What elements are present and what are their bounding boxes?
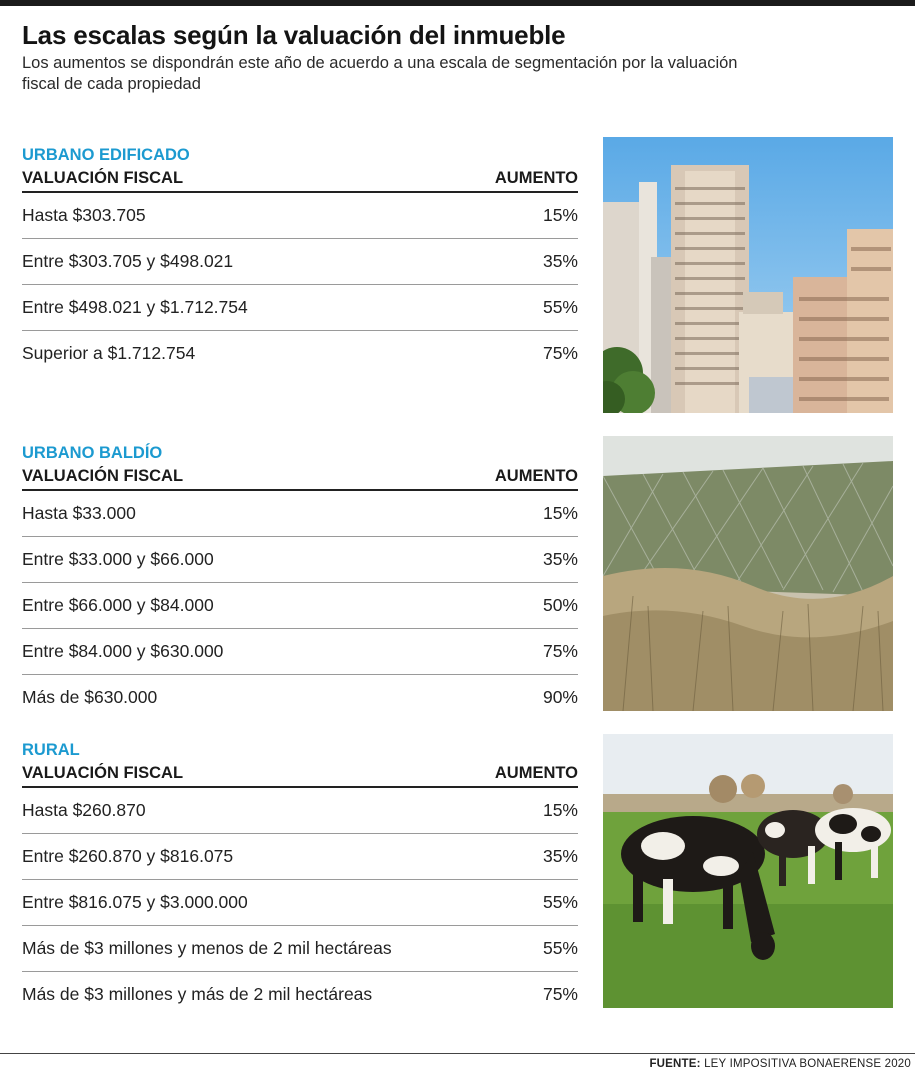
table-row bbox=[22, 926, 578, 972]
table-row bbox=[22, 629, 578, 675]
valuation-range: Entre $260.870 y $816.075 bbox=[22, 846, 234, 866]
increase-value: 35% bbox=[542, 251, 578, 271]
section-urbano-baldio bbox=[22, 443, 578, 720]
page-title: Las escalas según la valuación del inmueble bbox=[22, 20, 566, 50]
table-row bbox=[22, 834, 578, 880]
footer-rule bbox=[0, 1053, 915, 1054]
photo-vacant-lot bbox=[603, 436, 893, 711]
increase-value: 50% bbox=[542, 595, 578, 615]
page-subtitle: Los aumentos se dispondrán este año de acuerdo a una escala de segmentación por la valuación fiscal de cada propiedad bbox=[22, 54, 738, 93]
increase-value: 55% bbox=[542, 892, 578, 912]
increase-value: 55% bbox=[542, 938, 578, 958]
valuation-range: Entre $84.000 y $630.000 bbox=[22, 641, 224, 661]
table-row bbox=[22, 193, 578, 239]
table-row bbox=[22, 788, 578, 834]
column-header-increase: AUMENTO bbox=[494, 764, 578, 782]
valuation-range: Más de $3 millones y más de 2 mil hectáreas bbox=[22, 984, 373, 1004]
increase-value: 75% bbox=[542, 343, 578, 363]
table-row bbox=[22, 331, 578, 376]
table-row bbox=[22, 537, 578, 583]
source-text: LEY IMPOSITIVA BONAERENSE 2020 bbox=[704, 1058, 911, 1070]
valuation-range: Más de $3 millones y menos de 2 mil hectáreas bbox=[22, 938, 392, 958]
column-header-valuation: VALUACIÓN FISCAL bbox=[22, 169, 184, 187]
column-header-valuation: VALUACIÓN FISCAL bbox=[22, 764, 184, 782]
valuation-range: Más de $630.000 bbox=[22, 687, 158, 707]
increase-value: 35% bbox=[542, 846, 578, 866]
section-title: URBANO EDIFICADO bbox=[22, 146, 190, 164]
table-row bbox=[22, 972, 578, 1017]
table-row bbox=[22, 285, 578, 331]
table-row bbox=[22, 239, 578, 285]
increase-value: 55% bbox=[542, 297, 578, 317]
increase-value: 35% bbox=[542, 549, 578, 569]
valuation-range: Superior a $1.712.754 bbox=[22, 343, 196, 363]
top-rule bbox=[0, 0, 915, 6]
valuation-range: Entre $498.021 y $1.712.754 bbox=[22, 297, 248, 317]
valuation-range: Entre $303.705 y $498.021 bbox=[22, 251, 234, 271]
increase-value: 15% bbox=[542, 503, 578, 523]
section-title: RURAL bbox=[22, 741, 80, 759]
photo-urban-buildings bbox=[603, 137, 893, 413]
valuation-range: Entre $33.000 y $66.000 bbox=[22, 549, 214, 569]
table-header bbox=[22, 463, 578, 491]
column-header-increase: AUMENTO bbox=[494, 169, 578, 187]
photo-rural-cows bbox=[603, 734, 893, 1008]
section-urbano-edificado bbox=[22, 145, 578, 376]
section-title: URBANO BALDÍO bbox=[22, 444, 163, 462]
increase-value: 75% bbox=[542, 984, 578, 1004]
column-header-increase: AUMENTO bbox=[494, 467, 578, 485]
valuation-range: Hasta $33.000 bbox=[22, 503, 136, 523]
valuation-range: Hasta $303.705 bbox=[22, 205, 146, 225]
table-header bbox=[22, 165, 578, 193]
table-row bbox=[22, 880, 578, 926]
valuation-range: Entre $66.000 y $84.000 bbox=[22, 595, 214, 615]
source-label: FUENTE: bbox=[649, 1058, 701, 1070]
increase-value: 15% bbox=[542, 800, 578, 820]
column-header-valuation: VALUACIÓN FISCAL bbox=[22, 467, 184, 485]
increase-value: 15% bbox=[542, 205, 578, 225]
table-row bbox=[22, 583, 578, 629]
source-credit bbox=[649, 1058, 911, 1070]
increase-value: 75% bbox=[542, 641, 578, 661]
section-rural bbox=[22, 740, 578, 1017]
valuation-range: Hasta $260.870 bbox=[22, 800, 146, 820]
table-row bbox=[22, 675, 578, 720]
table-header bbox=[22, 760, 578, 788]
increase-value: 90% bbox=[542, 687, 578, 707]
valuation-range: Entre $816.075 y $3.000.000 bbox=[22, 892, 248, 912]
table-row bbox=[22, 491, 578, 537]
